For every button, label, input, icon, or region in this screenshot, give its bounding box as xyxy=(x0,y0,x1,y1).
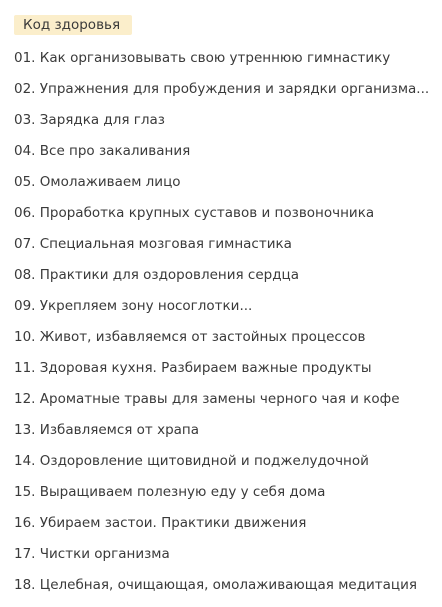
course-tag: Код здоровья xyxy=(14,15,132,35)
lesson-list xyxy=(14,43,442,601)
lesson-item-17: 17. Чистки организма xyxy=(14,546,170,562)
lesson-item-18: 18. Целебная, очищающая, омолаживающая медитация xyxy=(14,577,418,593)
lesson-item-02: 02. Упражнения для пробуждения и зарядки организма... xyxy=(14,81,430,97)
lesson-item-09: 09. Укрепляем зону носоглотки... xyxy=(14,298,253,314)
lesson-item-16: 16. Убираем застои. Практики движения xyxy=(14,515,307,531)
lesson-item-04: 04. Все про закаливания xyxy=(14,143,191,159)
lesson-item-07: 07. Специальная мозговая гимнастика xyxy=(14,236,292,252)
lesson-item-05: 05. Омолаживаем лицо xyxy=(14,174,181,190)
lesson-item-12: 12. Ароматные травы для замены черного чая и кофе xyxy=(14,391,400,407)
lesson-item-03: 03. Зарядка для глаз xyxy=(14,112,165,128)
lesson-item-01: 01. Как организовывать свою утреннюю гимнастику xyxy=(14,50,391,66)
lesson-item-06: 06. Проработка крупных суставов и позвоночника xyxy=(14,205,375,221)
lesson-item-11: 11. Здоровая кухня. Разбираем важные продукты xyxy=(14,360,372,376)
lesson-item-08: 08. Практики для оздоровления сердца xyxy=(14,267,299,283)
lesson-item-14: 14. Оздоровление щитовидной и поджелудочной xyxy=(14,453,369,469)
lesson-item-15: 15. Выращиваем полезную еду у себя дома xyxy=(14,484,326,500)
lesson-item-13: 13. Избавляемся от храпа xyxy=(14,422,200,438)
lesson-item-10: 10. Живот, избавляемся от застойных процессов xyxy=(14,329,366,345)
